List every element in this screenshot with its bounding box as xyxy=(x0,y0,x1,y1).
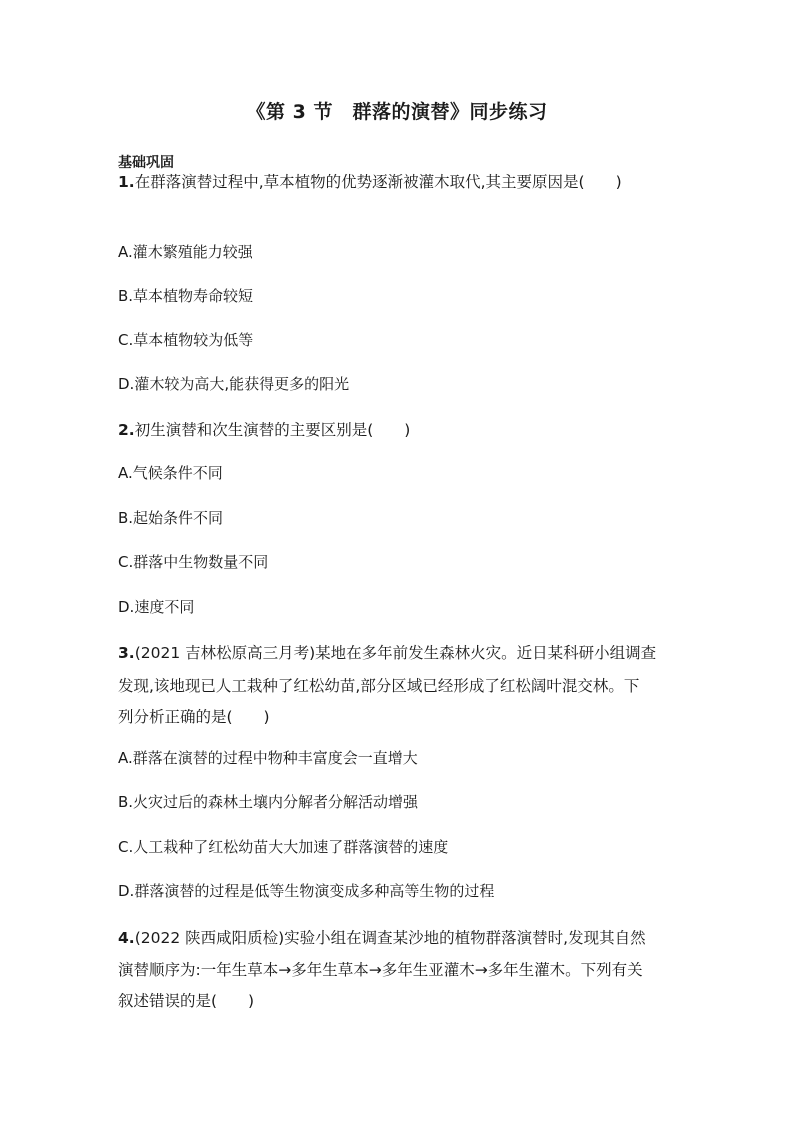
question-3-stem: 3.(2021 吉林松原高三月考)某地在多年前发生森林火灾。近日某科研小组调查 xyxy=(118,644,657,662)
question-number: 3. xyxy=(118,644,135,662)
question-4-stem: 4.(2022 陕西咸阳质检)实验小组在调查某沙地的植物群落演替时,发现其自然 xyxy=(118,929,646,947)
page-title: 《第 3 节 群落的演替》同步练习 xyxy=(246,101,548,123)
question-3-stem-line: 发现,该地现已人工栽种了红松幼苗,部分区域已经形成了红松阔叶混交林。下 xyxy=(118,677,640,695)
option-a: A.气候条件不同 xyxy=(118,464,223,482)
question-number: 2. xyxy=(118,421,135,439)
option-c: C.群落中生物数量不同 xyxy=(118,553,269,571)
option-d: D.灌木较为高大,能获得更多的阳光 xyxy=(118,375,350,393)
question-3-stem-line: 列分析正确的是( ) xyxy=(118,708,270,726)
option-c: C.草本植物较为低等 xyxy=(118,331,254,349)
question-number: 4. xyxy=(118,929,135,947)
option-d: D.群落演替的过程是低等生物演变成多种高等生物的过程 xyxy=(118,882,495,900)
option-a: A.灌木繁殖能力较强 xyxy=(118,243,253,261)
option-a: A.群落在演替的过程中物种丰富度会一直增大 xyxy=(118,749,418,767)
option-b: B.火灾过后的森林土壤内分解者分解活动增强 xyxy=(118,793,419,811)
question-1-stem: 1.在群落演替过程中,草本植物的优势逐渐被灌木取代,其主要原因是( ) xyxy=(118,173,622,191)
section-heading: 基础巩固 xyxy=(118,155,174,171)
option-c: C.人工栽种了红松幼苗大大加速了群落演替的速度 xyxy=(118,838,449,856)
question-4-stem-line: 演替顺序为:一年生草本→多年生草本→多年生亚灌木→多年生灌木。下列有关 xyxy=(118,961,643,979)
question-2-stem: 2.初生演替和次生演替的主要区别是( ) xyxy=(118,421,411,439)
option-b: B.起始条件不同 xyxy=(118,509,224,527)
option-d: D.速度不同 xyxy=(118,598,195,616)
question-4-stem-line: 叙述错误的是( ) xyxy=(118,992,255,1010)
question-number: 1. xyxy=(118,173,135,191)
option-b: B.草本植物寿命较短 xyxy=(118,287,254,305)
